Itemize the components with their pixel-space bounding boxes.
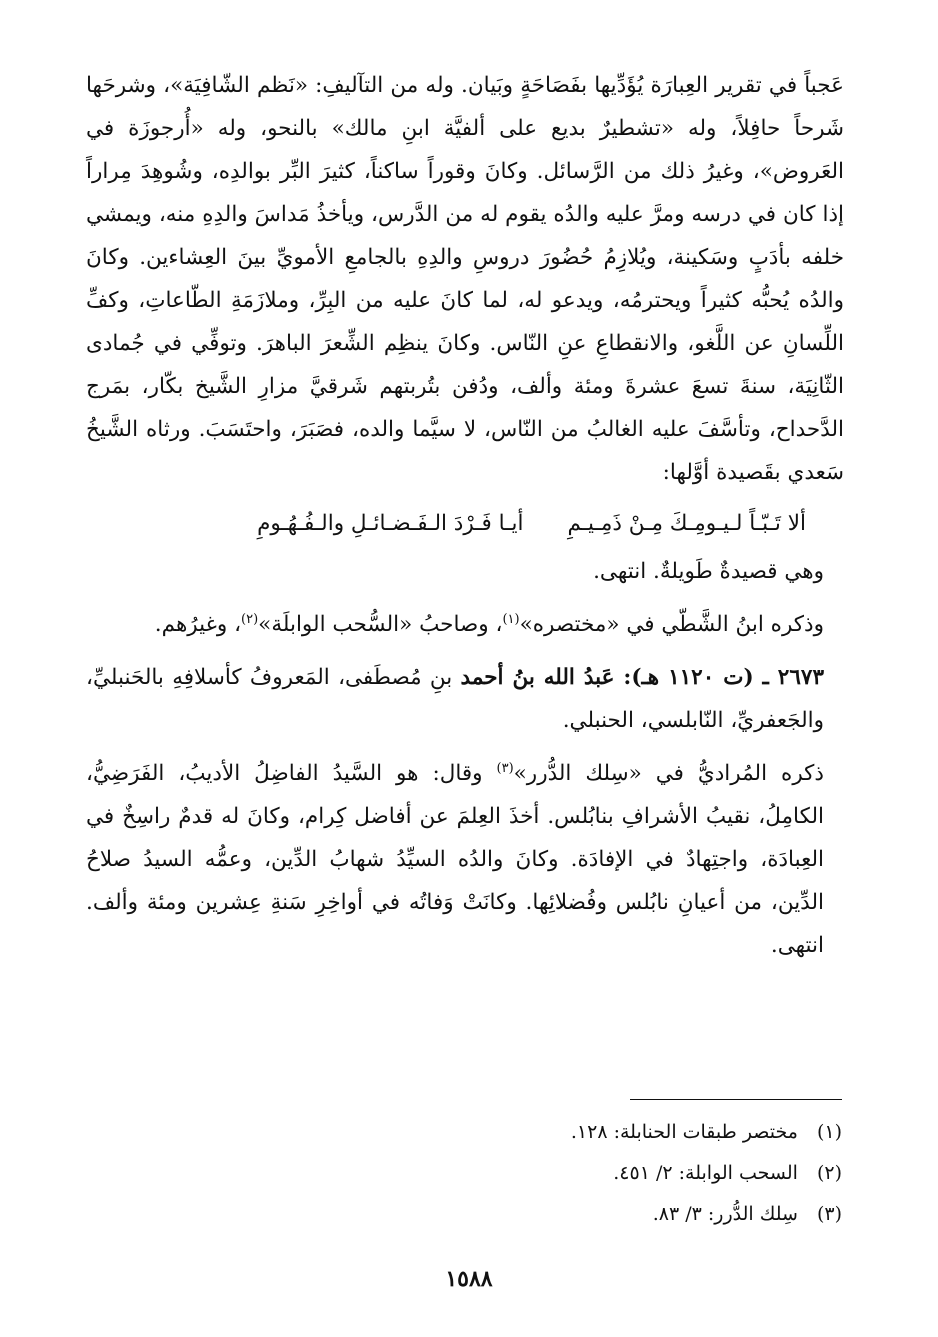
- paragraph-text: وهي قصيدةٌ طَويلةٌ. انتهى.: [593, 559, 824, 584]
- poem-verse: [86, 504, 844, 544]
- paragraph-text: ، وغيرُهم.: [154, 612, 242, 637]
- verse-second-hemistich: أيـا فَـرْدَ الـفَـضـائـلِ والـفُـهُـومِ: [257, 511, 524, 536]
- footnote-reference: (١): [502, 611, 520, 627]
- footnote-text: السحب الوابلة: ٢/ ٤٥١.: [613, 1162, 798, 1184]
- paragraph-text: ذكره المُراديُّ في «سِلك الدُّرر»: [513, 761, 824, 786]
- footnote-number: (١): [816, 1121, 842, 1143]
- footnote-number: (٢): [816, 1162, 842, 1184]
- paragraph-sources: [86, 603, 844, 646]
- footnote-number: (٣): [816, 1203, 842, 1225]
- paragraph-text: ، وصاحبُ «السُّحب الوابلَة»: [258, 612, 503, 637]
- footnote-reference: (٢): [241, 611, 259, 627]
- paragraph-biography-continuation: [86, 64, 844, 494]
- footnotes: [322, 1112, 842, 1235]
- footnote-item: [322, 1194, 842, 1235]
- verse-first-hemistich: ألا تَـبّـاً لـيـومِـكَ مِـنْ ذَمِـيـمِ: [567, 511, 806, 536]
- footnote-item: [322, 1112, 842, 1153]
- page-number: ١٥٨٨: [445, 1266, 493, 1292]
- paragraph-text: عَجباً في تقرير العِبارَة يُؤَدِّيها بفَصَاحَةٍ وبَيان. وله من التآليفِ: «نَظم الشّافِيَة»، وشرحَها شَرحاً حافِلاً، وله «تشطيرٌ بديع على ألفيَّة ابنِ مالك» بالنحو، وله «أُرجوزَة في العَروض»، وغيرُ ذلك من الرَّسائل. وكانَ وقوراً ساكناً، كثيرَ البِّر بوالدِه، وشُوهِدَ مِراراً إذا كان في درسه ومرَّ عليه والدُه يقوم له من الدَّرس، ويأخذُ مَداسَ والدِهِ منه، ويمشي خلفه بأدَبٍ وسَكينة، ويُلازِمُ حُضُورَ دروسِ والدِهِ بالجامعِ الأمويِّ بينَ العِشاءين. وكانَ والدُه يُحبُّه كثيراً ويحترمُه، ويدعو له، لما كانَ عليه من البِرِّ، وملازَمَةِ الطّاعاتِ، وكفِّ اللِّسانِ عن اللَّغو، والانقطاعِ عنِ النّاس. وكانَ ينظِم الشِّعرَ الباهرَ. وتوفِّي في جُمادى الثّانِيَة، سنةَ تسعَ عشرةَ ومئة وألف، ودُفن بتُربتهم شَرقيَّ مزارِ الشَّيخ بكّار، بمَرج الدَّحداح، وتأسَّفَ عليه الغالبُ من النّاس، لا سيَّما والده، فصَبَرَ، واحتَسَبَ. ورثاه الشَّيخُ سَعدي بقَصيدة أوَّلها:: [86, 73, 844, 485]
- paragraph-text: وقال: هو السَّيدُ الفاضِلُ الأديبُ، الفَرَضِيُّ، الكامِلُ، نقيبُ الأشرافِ بنابُلس. أخذَ العِلمَ عن أفاضل كِرام، وكانَ له قدمٌ راسِخٌ في العِبادَة، واجتِهادٌ في الإفادَة. وكانَ والدُه السيِّدُ شهابُ الدِّين، وعمُّه السيدُ صلاحُ الدِّين، من أعيانِ نابُلس وفُضلائِها. وكانَتْ وَفاتُه في أواخِرِ سَنةِ عِشرين ومئة وألف. انتهى.: [86, 761, 824, 958]
- paragraph-poem-note: [86, 550, 844, 593]
- paragraph-text: وذكره ابنُ الشَّطّي في «مختصره»: [519, 612, 824, 637]
- footnote-text: مختصر طبقات الحنابلة: ١٢٨.: [570, 1121, 798, 1143]
- entry-heading-paragraph: [86, 656, 844, 742]
- footnote-item: [322, 1153, 842, 1194]
- paragraph-entry-body: [86, 752, 844, 967]
- footnote-separator: [630, 1099, 842, 1100]
- entry-heading-rest: بنِ مُصطَفى، المَعروفُ كأسلافِهِ بالحَنبليِّ، والجَعفريِّ، النّابلسي، الحنبلي.: [86, 665, 824, 733]
- page-body: [86, 64, 844, 967]
- footnote-text: سِلك الدُّرر: ٣/ ٨٣.: [652, 1203, 798, 1225]
- entry-number-and-name: ٢٦٧٣ ـ (ت ١١٢٠ هـ): عَبدُ الله بنُ أحمد: [460, 665, 824, 690]
- footnote-reference: (٣): [496, 760, 514, 776]
